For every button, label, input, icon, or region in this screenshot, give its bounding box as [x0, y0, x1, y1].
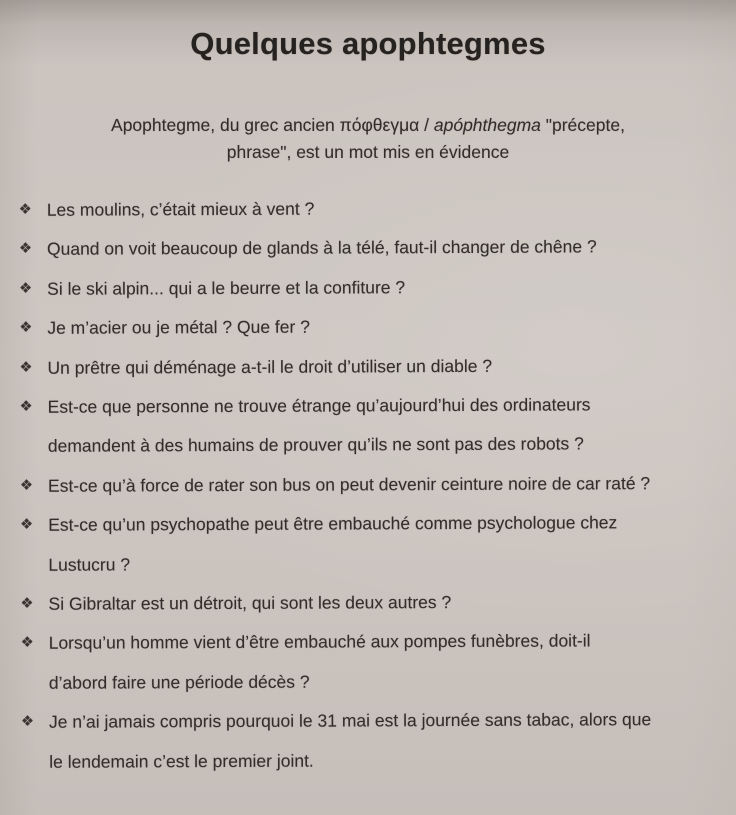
list-item: [0, 385, 736, 467]
list-item-line: Un prêtre qui déménage a-t-il le droit d’utiliser un diable ?: [47, 355, 493, 378]
list-item-text: [47, 227, 727, 269]
list-item: [0, 582, 736, 625]
apophtegm-list: [0, 188, 736, 782]
list-item: [0, 306, 735, 349]
list-item-line: Si Gibraltar est un détroit, qui sont les deux autres ?: [48, 592, 452, 614]
list-item-line: Je n’ai jamais compris pourquoi le 31 mai est la journée sans tabac, alors que: [48, 709, 652, 733]
diamond-bullet-icon: ❖: [19, 359, 33, 376]
list-item: [1, 621, 736, 703]
list-item-line: Est-ce qu’un psychopathe peut être embauché comme psychologue chez: [48, 512, 618, 536]
diamond-bullet-icon: ❖: [18, 201, 32, 218]
diamond-bullet-icon: ❖: [20, 635, 34, 652]
diamond-bullet-icon: ❖: [19, 280, 33, 297]
diamond-bullet-icon: ❖: [19, 320, 33, 337]
subtitle-transliteration: apóphthegma: [433, 115, 541, 135]
diamond-bullet-icon: ❖: [19, 398, 33, 415]
list-item-text: [47, 345, 727, 387]
subtitle-line1-prefix: Apophtegme, du grec ancien πόφθεγμα /: [111, 115, 434, 135]
list-item-line: Quand on voit beaucoup de glands à la télé, faut-il changer de chêne ?: [46, 236, 597, 260]
list-item-text: [49, 700, 729, 782]
list-item-line: Est-ce qu’à force de rater son bus on peut devenir ceinture noire de car raté ?: [47, 473, 651, 496]
list-item: [0, 267, 735, 310]
list-item-text: [47, 188, 727, 230]
list-item-text: [47, 267, 727, 309]
list-item-line: Les moulins, c’était mieux à vent ?: [46, 198, 315, 220]
subtitle-line1: [48, 112, 688, 139]
list-item-text: [47, 306, 727, 348]
list-item-line: Est-ce que personne ne trouve étrange qu’aujourd’hui des ordinateurs: [47, 394, 591, 417]
subtitle-line2: phrase", est un mot mis en évidence: [226, 142, 510, 162]
list-item-line: demandent à des humains de prouver qu’ils ne sont pas des robots ?: [47, 433, 584, 457]
list-item-line: Si le ski alpin... qui a le beurre et la confiture ?: [47, 277, 406, 299]
list-item-line: d’abord faire une période décès ?: [48, 671, 310, 693]
list-item-line: Lustucru ?: [48, 554, 131, 575]
list-item-text: [48, 503, 728, 585]
subtitle-line1-suffix: "précepte,: [540, 115, 625, 135]
subtitle: [48, 112, 688, 166]
list-item-text: [48, 582, 728, 624]
list-item-text: [48, 385, 728, 467]
list-item: [1, 700, 736, 782]
diamond-bullet-icon: ❖: [18, 241, 32, 258]
diamond-bullet-icon: ❖: [20, 517, 34, 534]
diamond-bullet-icon: ❖: [20, 714, 35, 731]
list-item: [0, 188, 735, 231]
list-item: [0, 464, 736, 507]
list-item-line: Lorsqu’un homme vient d’être embauché aux pompes funèbres, doit-il: [48, 630, 591, 654]
page-title: Quelques apophtegmes: [190, 26, 546, 61]
list-item-text: [49, 621, 729, 703]
list-item: [0, 345, 736, 388]
list-item-line: Je m’acier ou je métal ? Que fer ?: [47, 316, 310, 339]
list-item: [0, 503, 736, 585]
list-item-line: le lendemain c’est le premier joint.: [49, 750, 314, 772]
diamond-bullet-icon: ❖: [19, 477, 34, 494]
list-item-text: [48, 464, 728, 506]
diamond-bullet-icon: ❖: [20, 595, 34, 612]
list-item: [0, 227, 735, 270]
